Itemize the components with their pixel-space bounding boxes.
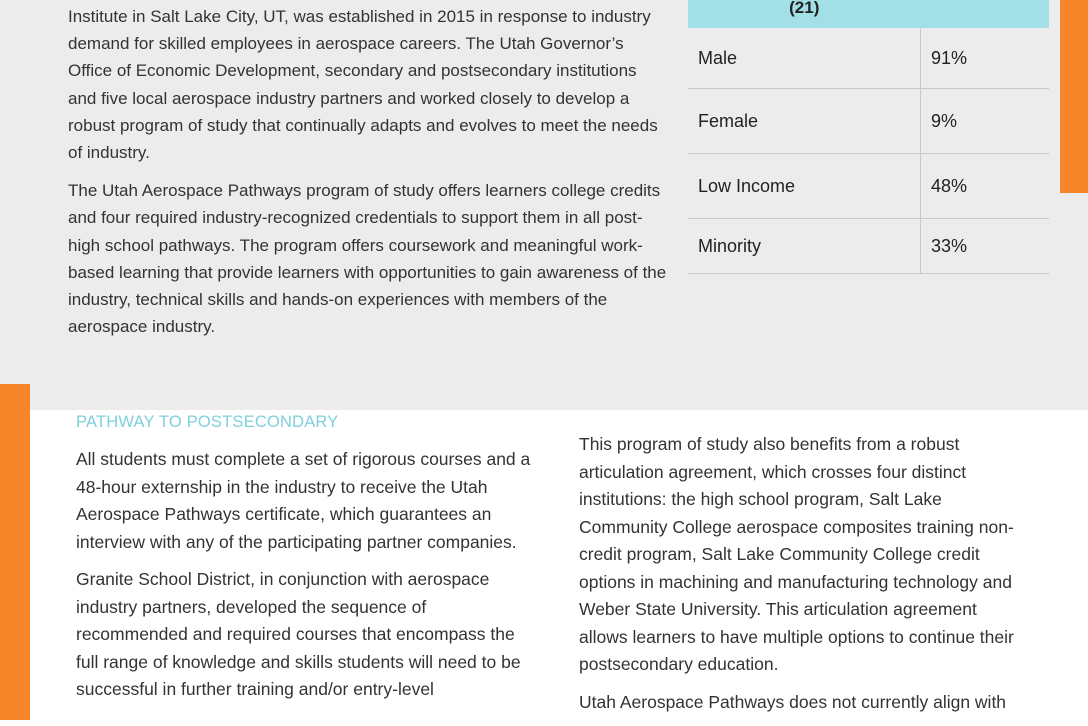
body-paragraph: Utah Aerospace Pathways does not currently align with <box>579 691 1007 712</box>
demographic-value: 91% <box>921 28 1050 89</box>
orange-accent-bar-left <box>0 384 30 720</box>
body-paragraph: Granite School District, in conjunction with aerospace industry partners, developed the sequence of recommended and required courses that encompass the full range of knowledge and skills students will need to be successful in further training and/or entry-level <box>76 569 521 699</box>
table-row <box>688 154 1049 219</box>
demographic-value: 9% <box>921 89 1050 154</box>
demographics-table <box>688 0 1049 274</box>
table-header-row <box>688 0 1049 28</box>
orange-accent-bar-right <box>1060 0 1088 193</box>
demographic-category: Female <box>688 89 921 154</box>
table-header-cell: (21) <box>688 0 921 28</box>
body-paragraph: This program of study also benefits from a robust articulation agreement, which crosses four distinct institutions: the high school program, Salt Lake Community College aerospace composites training non-credit program, Salt Lake Community College credit options in machining and manufacturing technology and Weber State University. This articulation agreement allows learners to have multiple options to continue their postsecondary education. <box>579 434 1014 674</box>
pathway-right-column <box>579 431 1029 726</box>
intro-text <box>68 3 668 351</box>
demographic-value: 48% <box>921 154 1050 219</box>
demographic-category: Minority <box>688 219 921 274</box>
demographic-value: 33% <box>921 219 1050 274</box>
body-paragraph: All students must complete a set of rigorous courses and a 48-hour externship in the industry to receive the Utah Aerospace Pathways certificate, which guarantees an interview with any of the participating partner companies. <box>76 449 531 552</box>
section-heading: PATHWAY TO POSTSECONDARY <box>76 413 339 431</box>
table-row <box>688 89 1049 154</box>
demographic-category: Low Income <box>688 154 921 219</box>
table-row <box>688 219 1049 274</box>
table-header-cell <box>921 0 1050 28</box>
demographic-category: Male <box>688 28 921 89</box>
table-row <box>688 28 1049 89</box>
intro-paragraph: Institute in Salt Lake City, UT, was established in 2015 in response to industry demand for skilled employees in aerospace careers. The Utah Governor’s Office of Economic Development, secondary and postsecondary institutions and five local aerospace industry partners and worked closely to develop a robust program of study that continually adapts and evolves to meet the needs of industry. <box>68 7 658 163</box>
intro-paragraph: The Utah Aerospace Pathways program of study offers learners college credits and four required industry-recognized credentials to support them in all post-high school pathways. The program offers coursework and meaningful work-based learning that provide learners with opportunities to gain awareness of the industry, technical skills and hands-on experiences with members of the aerospace industry. <box>68 181 667 337</box>
pathway-left-column <box>76 412 531 714</box>
